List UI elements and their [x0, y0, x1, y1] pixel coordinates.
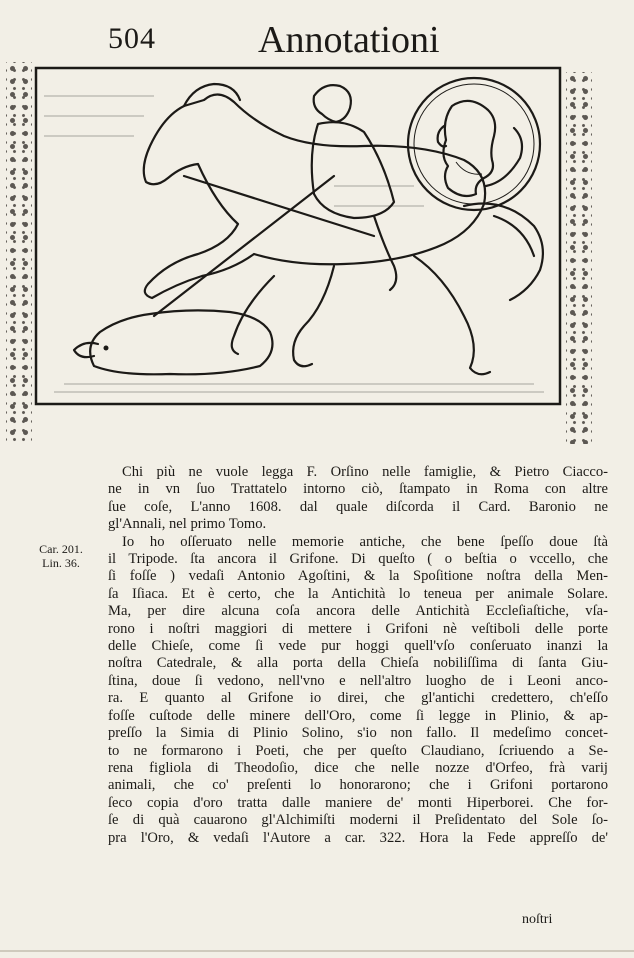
text-line: ſtina, doue ſi vedono, nell'vno e nell'altro luogho de i Leoni anco-: [108, 672, 608, 689]
paragraph: [108, 534, 608, 847]
text-line: Chi più ne vuole legga F. Orſino nelle famiglie, & Pietro Ciacco-: [122, 464, 608, 480]
text-line: preſſo la Simia di Plinio Solino, s'io non fallo. Il medeſimo concet-: [108, 725, 608, 742]
text-line: ne in vn ſuo Trattatelo intorno ciò, ſtampato in Roma con altre: [108, 481, 608, 498]
text-line: foſſe cuſtode delle minere dell'Oro, come ſi legge in Plinio, & ap-: [108, 707, 608, 724]
running-title: Annotationi: [258, 19, 440, 61]
ornament-border-right: [566, 72, 592, 444]
woodcut-illustration: [34, 66, 562, 406]
text-line: ſa Iſiaca. Et è certo, che la Antichità lo teneua per animale Solare.: [108, 585, 608, 602]
text-line: ſi foſſe ) vedaſi Antonio Agoſtini, & la Spoſitione noſtra della Men-: [108, 568, 608, 585]
text-line: noſtra Catedrale, & alla porta della Chieſa nobiliſſima di ſanta Giu-: [108, 655, 608, 672]
text-line: Ma, per dire alcuna coſa ancora delle Antichità Eccleſiaſtiche, vſa-: [108, 603, 608, 620]
text-line: gl'Annali, nel primo Tomo.: [108, 516, 267, 533]
text-line: ſue coſe, L'anno 1608. dal quale diſcorda il Card. Baronio ne: [108, 498, 608, 515]
text-line: ra. E quanto al Grifone io direi, che gl'antichi credettero, ch'eſſo: [108, 690, 608, 707]
paragraph: [108, 464, 608, 534]
text-line: rono i noſtri maggiori di mettere i Grifoni nè veſtiboli delle porte: [108, 620, 608, 637]
woodcut-frame: [36, 68, 560, 404]
text-line: rena figliola di Theodoſio, dice che nelle nozze d'Orfeo, frà varij: [108, 759, 608, 776]
boar-icon: [74, 310, 272, 374]
text-line: il Tripode. ſta ancora il Grifone. Di queſto ( o beſtia o vccello, che: [108, 551, 608, 568]
page-number: 504: [108, 22, 156, 55]
horse-and-rider: [144, 84, 543, 374]
margin-note-line: Car. 201.: [39, 542, 83, 556]
margin-note: [30, 542, 92, 570]
text-line: pra l'Oro, & vedaſi l'Autore a car. 322. Hora la Fede appreſſo de': [108, 829, 608, 846]
text-line: Io ho oſſeruato nelle memorie antiche, che bene ſpeſſo doue ſtà: [122, 533, 608, 550]
bottom-rule: [0, 950, 634, 952]
body-text: [108, 464, 608, 847]
text-line: to ne formarono i Poeti, che per queſto Claudiano, ſcriuendo a Se-: [108, 742, 608, 759]
text-line: delle Chieſe, come ſi vede pur hoggi quell'vſo conſeruato inanzi la: [108, 638, 608, 655]
catchword: noſtri: [522, 912, 553, 927]
ornament-border-left: [6, 62, 32, 442]
text-line: animali, che co' preſenti lo honorarono; che i Grifoni portarono: [108, 777, 608, 794]
text-line: ſe di quà cauarono gl'Alchimiſti moderni il Preſidentato del Sole ſo-: [108, 812, 608, 829]
text-line: ſeco copia d'oro tratta dalle maniere de' monti Hiperborei. Che for-: [108, 794, 608, 811]
medallion-icon: [408, 78, 540, 210]
margin-note-line: Lin. 36.: [42, 556, 80, 570]
